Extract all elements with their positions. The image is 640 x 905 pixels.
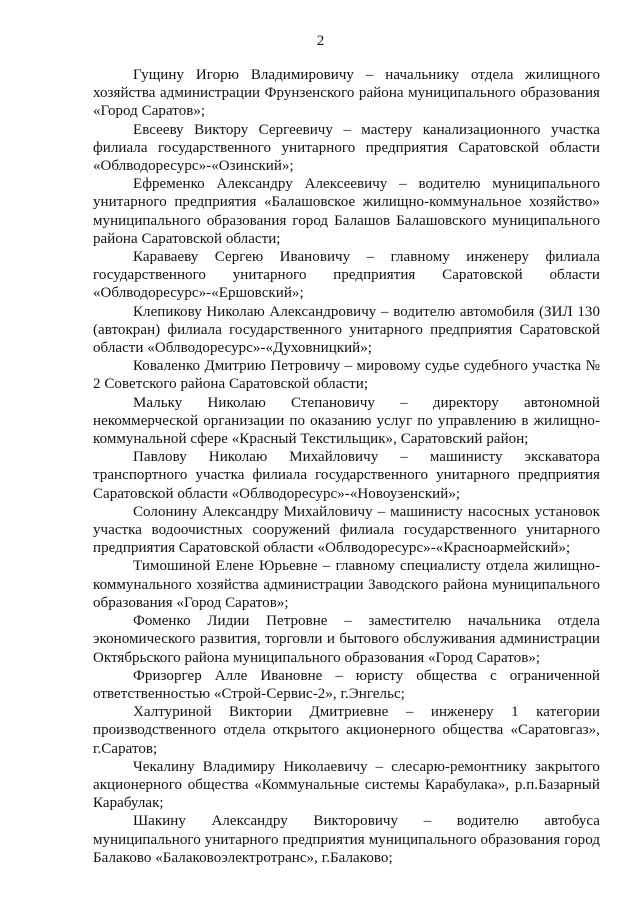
list-entry: Ефременко Александру Алексеевичу – водителю муниципального унитарного предприятия «Балашовское жилищно-коммунальное хозяйство» муниципального образования город Балашов Балашовского муниципального района Саратовской области; xyxy=(93,176,600,247)
page-number: 2 xyxy=(316,33,325,49)
list-entry: Гущину Игорю Владимировичу – начальнику отдела жилищного хозяйства администрации Фрунзенского района муниципального образования «Город Саратов»; xyxy=(93,67,600,120)
list-entry: Клепикову Николаю Александровичу – водителю автомобиля (ЗИЛ 130 (автокран) филиала государственного унитарного предприятия Саратовской области «Облводоресурс»-«Духовницкий»; xyxy=(93,303,600,357)
list-entry: Халтуриной Виктории Дмитриевне – инженеру 1 категории производственного отдела открытого акционерного общества «Саратовгаз», г.Саратов; xyxy=(93,704,600,757)
list-entry: Чекалину Владимиру Николаевичу – слесарю-ремонтнику закрытого акционерного общества «Коммунальные системы Карабулака», р.п.Базарный Карабулак; xyxy=(93,758,600,812)
list-entry: Коваленко Дмитрию Петровичу – мировому судье судебного участка № 2 Советского района Саратовской области; xyxy=(93,358,600,393)
list-entry: Фризоргер Алле Ивановне – юристу общества с ограниченной ответственностью «Строй-Сервис-2», г.Энгельс; xyxy=(93,667,600,702)
list-entry: Караваеву Сергею Ивановичу – главному инженеру филиала государственного унитарного предприятия Саратовской области «Облводоресурс»-«Ершовский»; xyxy=(93,249,600,302)
list-entry: Фоменко Лидии Петровне – заместителю начальника отдела экономического развития, торговли и бытового обслуживания администрации Октябрьского района муниципального образования «Город Саратов»; xyxy=(93,613,600,666)
award-list xyxy=(93,66,600,867)
list-entry: Евсееву Виктору Сергеевичу – мастеру канализационного участка филиала государственного унитарного предприятия Саратовской области «Облводоресурс»-«Озинский»; xyxy=(93,121,600,175)
list-entry: Павлову Николаю Михайловичу – машинисту экскаватора транспортного участка филиала государственного унитарного предприятия Саратовской области «Облводоресурс»-«Новоузенский»; xyxy=(93,449,600,502)
list-entry: Мальку Николаю Степановичу – директору автономной некоммерческой организации по оказанию услуг по управлению в жилищно-коммунальной сфере «Красный Текстильщик», Саратовский район; xyxy=(93,394,600,448)
list-entry: Солонину Александру Михайловичу – машинисту насосных установок участка водоочистных сооружений филиала государственного унитарного предприятия Саратовской области «Облводоресурс»-«Красноармейский»; xyxy=(93,503,600,557)
list-entry: Тимошиной Елене Юрьевне – главному специалисту отдела жилищно-коммунального хозяйства администрации Заводского района муниципального образования «Город Саратов»; xyxy=(93,558,600,611)
list-entry: Шакину Александру Викторовичу – водителю автобуса муниципального унитарного предприятия муниципального образования город Балаково «Балаковоэлектротранс», г.Балаково; xyxy=(93,813,600,866)
